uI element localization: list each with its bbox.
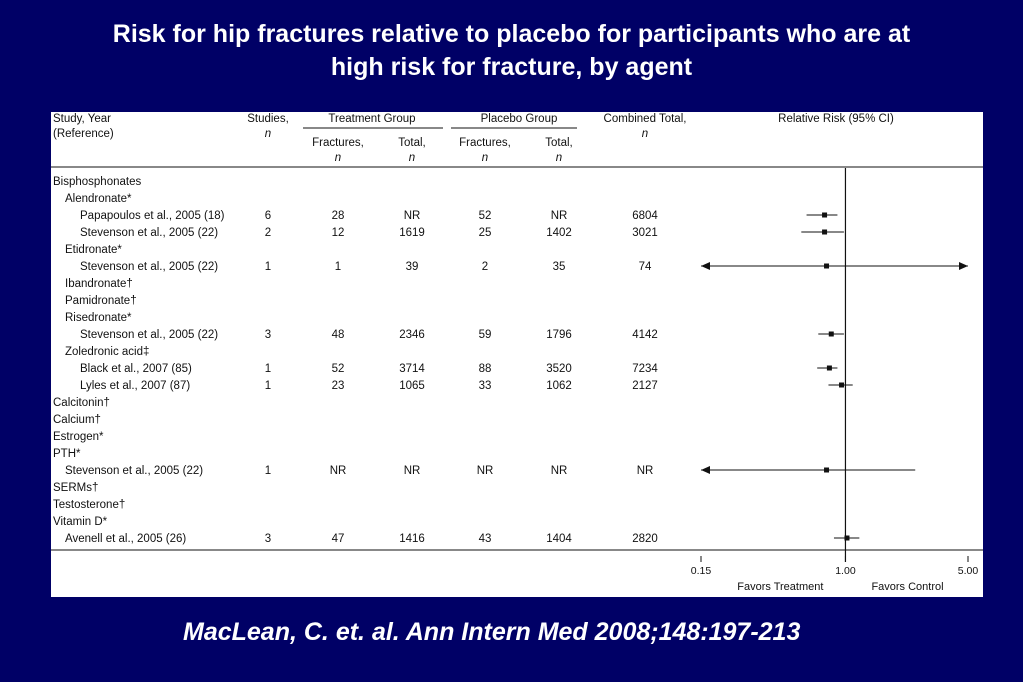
cell-studies-n: 1 (264, 363, 272, 375)
header-relative-risk: Relative Risk (95% CI) (778, 113, 894, 125)
cell-placebo-total: NR (550, 210, 568, 222)
group-label: SERMs† (53, 482, 99, 494)
group-label: Estrogen* (53, 431, 104, 443)
group-label: Calcitonin† (53, 397, 110, 409)
forest-plot (51, 112, 983, 597)
slide-title (0, 18, 1023, 84)
cell-combined-total: NR (636, 465, 654, 477)
cell-placebo-total: NR (550, 465, 568, 477)
cell-treatment-total: 39 (405, 261, 419, 273)
cell-placebo-fractures: 88 (478, 363, 492, 375)
favors-treatment-label: Favors Treatment (737, 581, 824, 593)
header-reference: (Reference) (53, 128, 114, 140)
cell-treatment-fractures: 48 (331, 329, 345, 341)
cell-studies-n: 6 (264, 210, 272, 222)
study-label: Stevenson et al., 2005 (22) (65, 465, 204, 477)
cell-treatment-fractures: NR (329, 465, 347, 477)
header-studies: Studies, (247, 113, 289, 125)
study-label: Stevenson et al., 2005 (22) (80, 329, 219, 341)
group-label: Pamidronate† (65, 295, 137, 307)
cell-placebo-fractures: 52 (478, 210, 492, 222)
cell-placebo-total: 3520 (546, 363, 572, 375)
group-label: Bisphosphonates (53, 176, 142, 188)
cell-treatment-fractures: 52 (331, 363, 345, 375)
header-tx-fractures-n: n (334, 152, 342, 164)
group-label: Vitamin D* (53, 516, 108, 528)
cell-placebo-fractures: NR (476, 465, 494, 477)
header-combined-total: Combined Total, (603, 113, 687, 125)
cell-treatment-fractures: 47 (331, 533, 345, 545)
x-tick-label: 0.15 (690, 565, 712, 577)
group-label: Calcium† (53, 414, 101, 426)
header-placebo-group: Placebo Group (480, 113, 558, 125)
cell-treatment-fractures: 23 (331, 380, 345, 392)
cell-placebo-fractures: 33 (478, 380, 492, 392)
header-tx-fractures: Fractures, (312, 137, 364, 149)
point-estimate (822, 213, 827, 218)
cell-studies-n: 3 (264, 329, 272, 341)
group-label: Testosterone† (53, 499, 126, 511)
cell-placebo-total: 1062 (546, 380, 572, 392)
favors-control-label: Favors Control (871, 581, 944, 593)
header-pl-total: Total, (545, 137, 573, 149)
cell-placebo-fractures: 25 (478, 227, 492, 239)
header-treatment-group: Treatment Group (328, 113, 416, 125)
cell-placebo-total: 1402 (546, 227, 572, 239)
point-estimate (839, 383, 844, 388)
cell-treatment-total: 1619 (399, 227, 425, 239)
cell-treatment-total: NR (403, 465, 421, 477)
group-label: Alendronate* (65, 193, 132, 205)
group-label: Risedronate* (65, 312, 132, 324)
cell-placebo-total: 1796 (546, 329, 572, 341)
cell-treatment-total: NR (403, 210, 421, 222)
group-label: Ibandronate† (65, 278, 133, 290)
ci-arrow-left (701, 262, 710, 270)
ci-arrow-right (959, 262, 968, 270)
study-label: Lyles et al., 2007 (87) (80, 380, 191, 392)
cell-combined-total: 7234 (632, 363, 658, 375)
ci-arrow-left (701, 466, 710, 474)
title-line-1: Risk for hip fractures relative to placebo for participants who are at (112, 20, 911, 48)
study-label: Stevenson et al., 2005 (22) (80, 227, 219, 239)
x-tick-label: 5.00 (957, 565, 979, 577)
header-pl-total-n: n (555, 152, 563, 164)
group-label: PTH* (53, 448, 81, 460)
cell-studies-n: 1 (264, 261, 272, 273)
group-label: Etidronate* (65, 244, 122, 256)
cell-placebo-fractures: 2 (481, 261, 489, 273)
header-tx-total-n: n (408, 152, 416, 164)
cell-studies-n: 2 (264, 227, 272, 239)
header-combined-n: n (641, 128, 649, 140)
point-estimate (822, 230, 827, 235)
point-estimate (824, 468, 829, 473)
header-studies-n: n (264, 128, 272, 140)
header-pl-fractures: Fractures, (459, 137, 511, 149)
header-study-year: Study, Year (53, 113, 111, 125)
cell-placebo-total: 35 (552, 261, 566, 273)
cell-studies-n: 3 (264, 533, 272, 545)
group-label: Zoledronic acid‡ (65, 346, 150, 358)
cell-treatment-total: 1065 (399, 380, 425, 392)
point-estimate (824, 264, 829, 269)
cell-combined-total: 2127 (632, 380, 658, 392)
forest-plot-panel (51, 112, 983, 597)
study-label: Papapoulos et al., 2005 (18) (80, 210, 225, 222)
point-estimate (829, 332, 834, 337)
study-label: Stevenson et al., 2005 (22) (80, 261, 219, 273)
cell-combined-total: 74 (638, 261, 652, 273)
cell-studies-n: 1 (264, 380, 272, 392)
header-pl-fractures-n: n (481, 152, 489, 164)
cell-treatment-total: 1416 (399, 533, 425, 545)
point-estimate (827, 366, 832, 371)
title-line-2: high risk for fracture, by agent (330, 53, 693, 81)
header-tx-total: Total, (398, 137, 426, 149)
study-label: Black et al., 2007 (85) (80, 363, 192, 375)
cell-treatment-total: 3714 (399, 363, 425, 375)
citation: MacLean, C. et. al. Ann Intern Med 2008;148:197-213 (183, 618, 801, 646)
cell-combined-total: 6804 (632, 210, 658, 222)
cell-treatment-fractures: 1 (334, 261, 342, 273)
cell-placebo-fractures: 59 (478, 329, 492, 341)
cell-combined-total: 3021 (632, 227, 658, 239)
cell-studies-n: 1 (264, 465, 272, 477)
x-tick-label: 1.00 (835, 565, 856, 577)
cell-placebo-total: 1404 (546, 533, 572, 545)
study-label: Avenell et al., 2005 (26) (65, 533, 187, 545)
cell-combined-total: 4142 (632, 329, 658, 341)
cell-placebo-fractures: 43 (478, 533, 492, 545)
cell-combined-total: 2820 (632, 533, 658, 545)
cell-treatment-total: 2346 (399, 329, 425, 341)
cell-treatment-fractures: 12 (331, 227, 345, 239)
cell-treatment-fractures: 28 (331, 210, 345, 222)
